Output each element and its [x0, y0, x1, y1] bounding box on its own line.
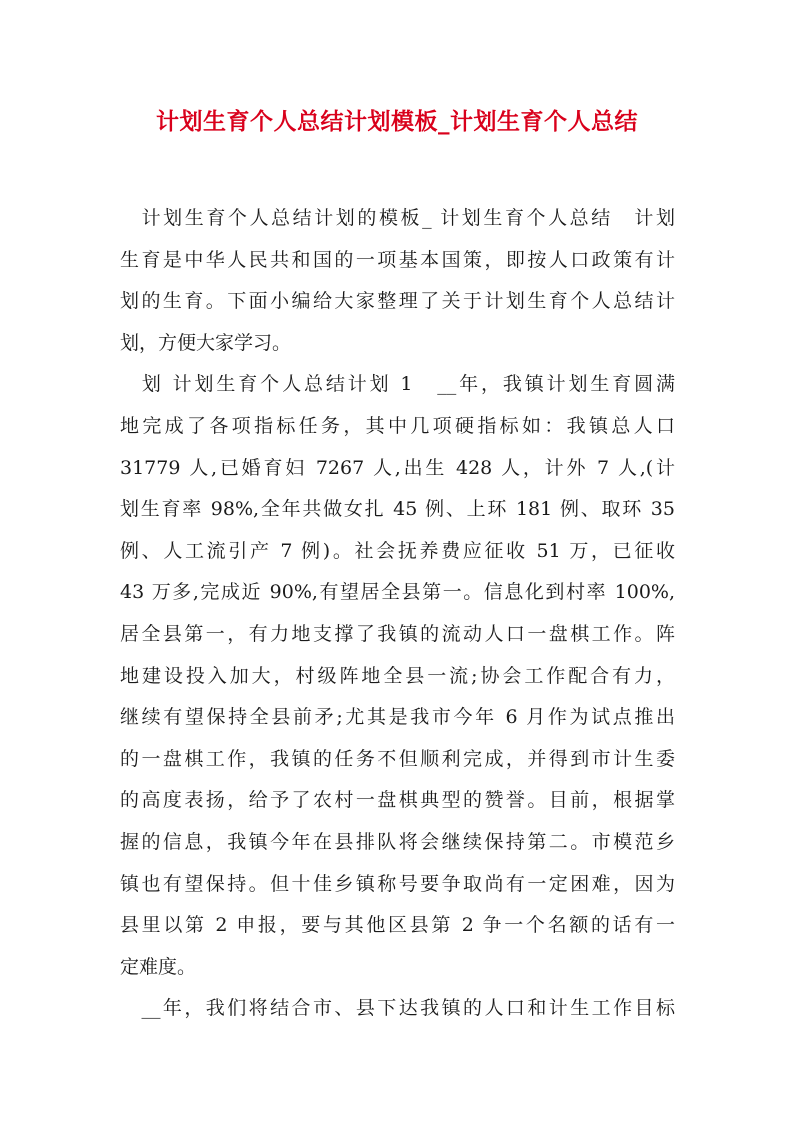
text-line: 43 万多,完成近 90%,有望居全县第一。信息化到村率 100%,	[120, 581, 675, 604]
text-line: 定难度。	[120, 955, 197, 978]
paragraph-3	[120, 988, 675, 1030]
text-line: 县里以第 2 申报，要与其他区县第 2 争一个名额的话有一	[120, 914, 675, 937]
text-line: 31779 人,已婚育妇 7267 人,出生 428 人，计外 7 人,(计	[120, 456, 675, 479]
document-body	[120, 198, 675, 1030]
text-line: 划 计划生育个人总结计划 1 __年，我镇计划生育圆满	[120, 373, 675, 396]
text-line: 例、人工流引产 7 例)。社会抚养费应征收 51 万，已征收	[120, 539, 675, 562]
text-line: 划生育率 98%,全年共做女扎 45 例、上环 181 例、取环 35	[120, 498, 675, 521]
paragraph-2	[120, 364, 675, 988]
paragraph-1	[120, 198, 675, 364]
text-line: 划，方便大家学习。	[120, 331, 292, 354]
text-line: 计划生育个人总结计划的模板_ 计划生育个人总结 计划	[120, 207, 675, 229]
text-line: 握的信息，我镇今年在县排队将会继续保持第二。市模范乡	[120, 830, 675, 853]
text-line: 的一盘棋工作，我镇的任务不但顺利完成，并得到市计生委	[120, 747, 675, 770]
text-line: 生育是中华人民共和国的一项基本国策，即按人口政策有计	[120, 248, 675, 271]
text-line: 继续有望保持全县前矛;尤其是我市今年 6 月作为试点推出	[120, 706, 675, 729]
text-line: 地建设投入加大，村级阵地全县一流;协会工作配合有力，	[120, 664, 675, 687]
text-line: 镇也有望保持。但十佳乡镇称号要争取尚有一定困难，因为	[120, 872, 675, 895]
text-line: __年，我们将结合市、县下达我镇的人口和计生工作目标	[120, 997, 675, 1020]
text-line: 地完成了各项指标任务，其中几项硬指标如：我镇总人口	[120, 414, 675, 437]
text-line: 的高度表扬，给予了农村一盘棋典型的赞誉。目前，根据掌	[120, 789, 675, 812]
document-title: 计划生育个人总结计划模板_计划生育个人总结	[156, 108, 638, 135]
text-line: 居全县第一，有力地支撑了我镇的流动人口一盘棋工作。阵	[120, 622, 675, 645]
text-line: 划的生育。下面小编给大家整理了关于计划生育个人总结计	[120, 290, 675, 313]
